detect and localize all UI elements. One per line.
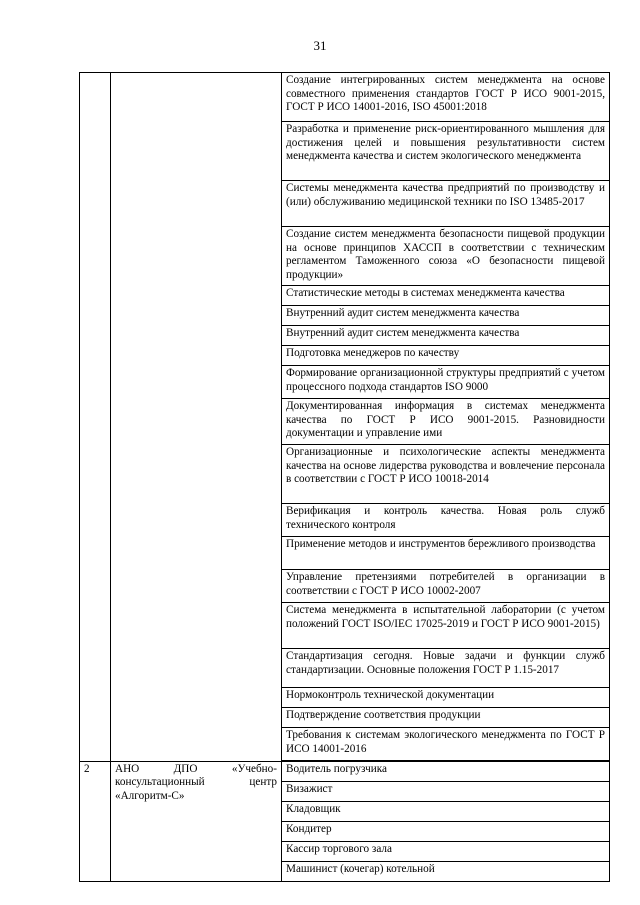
course-title-cell: Внутренний аудит систем менеджмента качества bbox=[282, 306, 610, 326]
course-title-cell: Требования к системам экологического менеджмента по ГОСТ Р ИСО 14001-2016 bbox=[282, 728, 610, 762]
courses-table-body bbox=[80, 73, 610, 882]
course-title-cell: Документированная информация в системах менеджмента качества по ГОСТ Р ИСО 9001-2015. Разновидности документации и управление ими bbox=[282, 399, 610, 445]
course-title-cell: Система менеджмента в испытательной лаборатории (с учетом положений ГОСТ ISO/IEC 17025-2019 и ГОСТ Р ИСО 9001-2015) bbox=[282, 603, 610, 649]
course-title-cell: Системы менеджмента качества предприятий по производству и (или) обслуживанию медицинской техники по ISO 13485-2017 bbox=[282, 181, 610, 227]
course-title-cell: Статистические методы в системах менеджмента качества bbox=[282, 286, 610, 306]
organization-cell: АНО ДПО «Учебно-консультационный центр «Алгоритм-С» bbox=[111, 761, 282, 882]
course-title-cell: Управление претензиями потребителей в организации в соответствии с ГОСТ Р ИСО 10002-2007 bbox=[282, 570, 610, 603]
course-title-cell: Нормоконтроль технической документации bbox=[282, 688, 610, 708]
table-row bbox=[80, 73, 610, 122]
course-title-cell: Визажист bbox=[282, 782, 610, 802]
courses-table bbox=[79, 72, 610, 882]
course-title-cell: Кондитер bbox=[282, 822, 610, 842]
table-row bbox=[80, 761, 610, 782]
organization-cell bbox=[111, 73, 282, 762]
course-title-cell: Водитель погрузчика bbox=[282, 761, 610, 782]
row-number-cell: 2 bbox=[80, 761, 111, 882]
course-title-cell: Верификация и контроль качества. Новая роль служб технического контроля bbox=[282, 504, 610, 537]
row-number-cell bbox=[80, 73, 111, 762]
course-title-cell: Кассир торгового зала bbox=[282, 842, 610, 862]
page-number: 31 bbox=[313, 38, 327, 53]
course-title-cell: Организационные и психологические аспекты менеджмента качества на основе лидерства руководства и вовлечение персонала в соответствии с ГОСТ Р ИСО 10018-2014 bbox=[282, 445, 610, 504]
course-title-cell: Подготовка менеджеров по качеству bbox=[282, 346, 610, 366]
course-title-cell: Машинист (кочегар) котельной bbox=[282, 862, 610, 882]
course-title-cell: Подтверждение соответствия продукции bbox=[282, 708, 610, 728]
course-title-cell: Создание систем менеджмента безопасности пищевой продукции на основе принципов ХАССП в соответствии с техническим регламентом Таможенного союза «О безопасности пищевой продукции» bbox=[282, 227, 610, 286]
course-title-cell: Создание интегрированных систем менеджмента на основе совместного применения стандартов ГОСТ Р ИСО 9001-2015, ГОСТ Р ИСО 14001-2016, ISO 45001:2018 bbox=[282, 73, 610, 122]
course-title-cell: Стандартизация сегодня. Новые задачи и функции служб стандартизации. Основные положения ГОСТ Р 1.15-2017 bbox=[282, 649, 610, 688]
course-title-cell: Формирование организационной структуры предприятий с учетом процессного подхода стандартов ISO 9000 bbox=[282, 366, 610, 399]
course-title-cell: Разработка и применение риск-ориентированного мышления для достижения целей и повышения результативности систем менеджмента качества и систем экологического менеджмента bbox=[282, 122, 610, 181]
course-title-cell: Кладовщик bbox=[282, 802, 610, 822]
course-title-cell: Внутренний аудит систем менеджмента качества bbox=[282, 326, 610, 346]
course-title-cell: Применение методов и инструментов бережливого производства bbox=[282, 537, 610, 570]
